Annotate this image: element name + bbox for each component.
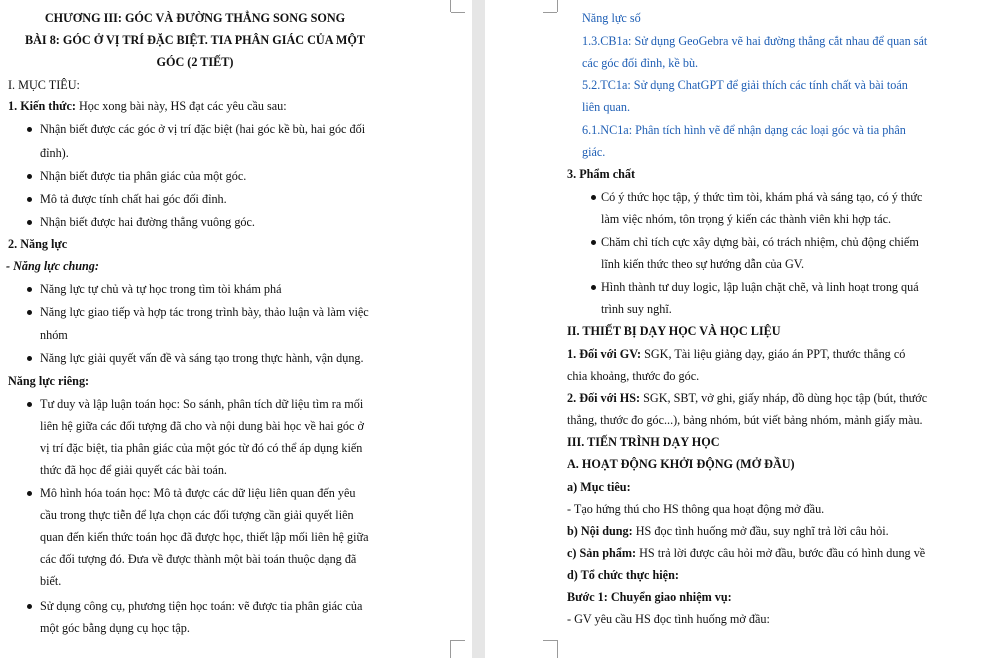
content-paragraph [567,523,889,539]
teacher-paragraph [567,346,905,362]
bullet-icon [27,197,32,202]
quality-item: Chăm chỉ tích cực xây dựng bài, có trách nhiệm, chủ động chiếm [601,235,919,249]
quality-item: Hình thành tư duy logic, lập luận chặt chẽ, và linh hoạt trong quá [601,280,919,294]
specific-item-cont: liên hệ giữa các đối tượng đã cho và nội dung bài học về hai góc ở [40,419,364,433]
quality-item: Có ý thức học tập, ý thức tìm tòi, khám phá và sáng tạo, có ý thức [601,190,923,204]
crop-mark [543,640,557,641]
knowledge-item: Nhận biết được hai đường thẳng vuông góc. [40,215,255,229]
knowledge-item: Nhận biết được các góc ở vị trí đặc biệt (hai góc kề bù, hai góc đối [40,122,366,136]
student-label: 2. Đối với HS: [567,391,641,405]
bullet-icon [27,310,32,315]
quality-item-cont: làm việc nhóm, tôn trọng ý kiến các thành viên khi hợp tác. [601,212,892,226]
product-paragraph [567,545,925,561]
content-text: HS đọc tình huống mở đầu, suy nghĩ trả lời câu hỏi. [632,524,889,538]
lesson-title-line1: BÀI 8: GÓC Ở VỊ TRÍ ĐẶC BIỆT. TIA PHÂN GIÁC CỦA MỘT [24,33,366,47]
knowledge-item-cont: đỉnh). [40,146,69,160]
document-page-right [485,0,992,658]
bullet-icon [591,240,596,245]
teacher-text: SGK, Tài liệu giảng dạy, giáo án PPT, thước thẳng có [641,347,906,361]
general-competence-label: - Năng lực chung: [6,259,99,273]
crop-mark [557,0,558,12]
activity-heading: A. HOẠT ĐỘNG KHỞI ĐỘNG (MỞ ĐẦU) [567,457,795,471]
knowledge-item: Mô tả được tính chất hai góc đối đỉnh. [40,192,227,206]
knowledge-text: Học xong bài này, HS đạt các yêu cầu sau: [75,99,287,113]
bullet-icon [591,285,596,290]
student-paragraph [567,390,927,406]
crop-mark [543,12,557,13]
crop-mark [451,12,465,13]
digital-item: 1.3.CB1a: Sử dụng GeoGebra vẽ hai đường thẳng cắt nhau để quan sát [582,34,928,48]
lesson-title-line2: GÓC (2 TIẾT) [156,55,234,69]
crop-mark [557,640,558,658]
goal-label: a) Mục tiêu: [567,480,631,494]
chapter-title: CHƯƠNG III: GÓC VÀ ĐƯỜNG THẲNG SONG SONG [44,11,346,25]
teacher-text-cont: chia khoảng, thước đo góc. [567,369,700,383]
bullet-icon [27,220,32,225]
content-label: b) Nội dung: [567,524,633,538]
specific-competence-label: Năng lực riêng: [8,374,90,388]
digital-item: 5.2.TC1a: Sử dụng ChatGPT để giải thích các tính chất và bài toán [582,78,908,92]
bullet-icon [27,356,32,361]
specific-item-cont: cầu trong thực tiễn để lựa chọn các đối tượng cần giải quyết liên [40,508,354,522]
digital-item-cont: giác. [582,145,606,159]
crop-mark [451,640,465,641]
digital-item-cont: liên quan. [582,100,631,114]
digital-competence-heading: Năng lực số [582,11,641,25]
general-item-cont: nhóm [40,328,68,342]
general-item: Năng lực giao tiếp và hợp tác trong trình bày, thảo luận và làm việc [40,305,369,319]
specific-item: Sử dụng công cụ, phương tiện học toán: vẽ được tia phân giác của [40,599,363,613]
specific-item-cont: các đối tượng đó. Đưa về được thành một bài toán thuộc dạng đã [40,552,357,566]
specific-item-cont: biết. [40,574,62,588]
bullet-icon [27,127,32,132]
knowledge-item: Nhận biết được tia phân giác của một góc. [40,169,247,183]
specific-item-cont: vị trí đặc biệt, tia phân giác của một góc từ đó có thể áp dụng kiến [40,441,363,455]
knowledge-paragraph [8,98,287,114]
equipment-heading: II. THIẾT BỊ DẠY HỌC VÀ HỌC LIỆU [567,324,781,338]
student-text-cont: thẳng, thước đo góc...), bảng nhóm, bút viết bảng nhóm, mảnh giấy màu. [567,413,923,427]
section-objectives: I. MỤC TIÊU: [8,78,80,92]
knowledge-label: 1. Kiến thức: [8,99,76,113]
bullet-icon [27,287,32,292]
general-item: Năng lực giải quyết vấn đề và sáng tạo trong thực hành, vận dụng. [40,351,364,365]
bullet-icon [27,604,32,609]
quality-item-cont: lĩnh kiến thức theo sự hướng dẫn của GV. [601,257,805,271]
digital-item-cont: các góc đối đỉnh, kề bù. [582,56,699,70]
crop-mark [450,0,451,12]
step1-text: - GV yêu cầu HS đọc tình huống mở đầu: [567,612,770,626]
specific-item-cont: quan đến kiến thức toán học đã được học, thiết lập mối liên hệ giữa [40,530,369,544]
bullet-icon [27,174,32,179]
product-text: HS trả lời được câu hỏi mở đầu, bước đầu có hình dung về [636,546,926,560]
product-label: c) Sản phẩm: [567,546,637,560]
digital-item: 6.1.NC1a: Phân tích hình vẽ để nhận dạng các loại góc và tia phân [582,123,906,137]
specific-item: Mô hình hóa toán học: Mô tả được các dữ liệu liên quan đến yêu [40,486,356,500]
crop-mark [450,640,451,658]
organization-label: d) Tổ chức thực hiện: [567,568,679,582]
qualities-heading: 3. Phẩm chất [567,167,636,181]
bullet-icon [591,195,596,200]
teacher-label: 1. Đối với GV: [567,347,642,361]
bullet-icon [27,402,32,407]
step1-label: Bước 1: Chuyển giao nhiệm vụ: [567,590,732,604]
quality-item-cont: trình suy nghĩ. [601,302,672,316]
bullet-icon [27,491,32,496]
goal-text: - Tạo hứng thú cho HS thông qua hoạt động mở đầu. [567,502,825,516]
student-text: SGK, SBT, vở ghi, giấy nháp, đồ dùng học tập (bút, thước [640,391,928,405]
specific-item-cont: thức đã học để giải quyết các bài toán. [40,463,227,477]
process-heading: III. TIẾN TRÌNH DẠY HỌC [567,435,720,449]
competence-heading: 2. Năng lực [8,237,68,251]
specific-item: Tư duy và lập luận toán học: So sánh, phân tích dữ liệu tìm ra mối [40,397,364,411]
general-item: Năng lực tự chủ và tự học trong tìm tòi khám phá [40,282,282,296]
specific-item-cont: một góc bằng dụng cụ học tập. [40,621,190,635]
document-page-left [0,0,472,658]
